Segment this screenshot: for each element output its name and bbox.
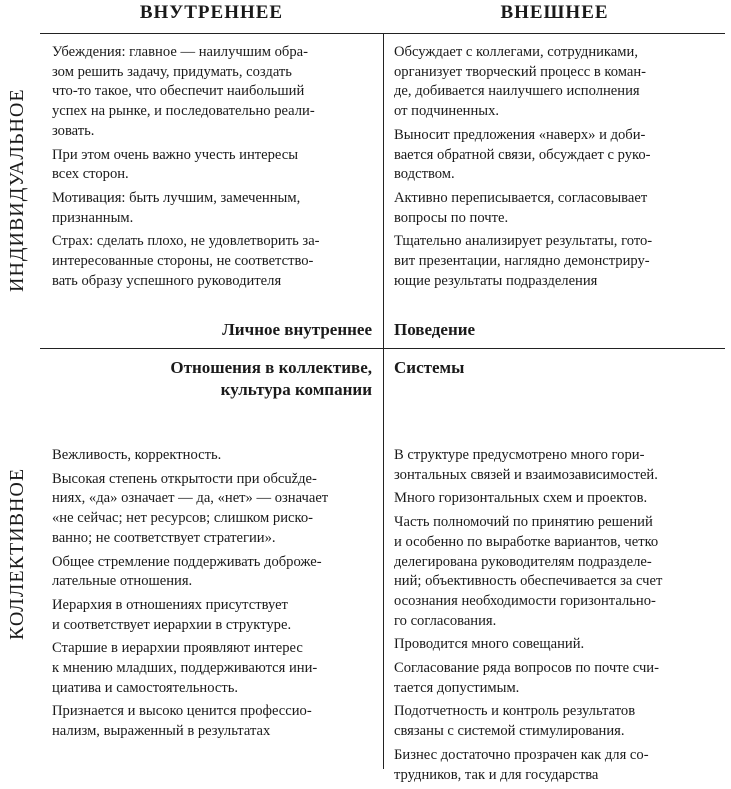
list-item: Общее стремление поддерживать доброже- лательные отношения.: [52, 553, 322, 590]
list-item: При этом очень важно учесть интересы всех сторон.: [52, 146, 299, 183]
header-external: ВНЕШНЕЕ: [500, 2, 609, 23]
list-item: Тщательно анализирует результаты, гото- вит презентации, наглядно демонстриру- ющие результаты подразделения: [394, 233, 653, 289]
side-label-collective: КОЛЛЕКТИВНОЕ: [6, 467, 28, 640]
list-item: Бизнес достаточно прозрачен как для со- трудников, так и для государства: [394, 746, 649, 783]
quadrant-title-culture: Отношения в коллективе, культура компании: [170, 358, 372, 399]
list-item: Высокая степень открытости при обсužде- ниях, «да» означает — да, «нет» — означает «не сейчас; нет ресурсов; слишком риско- ванно; не соответствует стратегии».: [52, 470, 329, 546]
list-item: Старшие в иерархии проявляют интерес к мнению младших, поддерживаются ини- циатива и самостоятельность.: [52, 640, 318, 696]
list-item: Мотивация: быть лучшим, замеченным, признанным.: [52, 189, 301, 226]
list-item: Проводится много совещаний.: [394, 636, 585, 653]
list-item: Активно переписывается, согласовывает вопросы по почте.: [394, 189, 648, 226]
list-item: Много горизонтальных схем и проектов.: [394, 490, 648, 507]
list-item: Подотчетность и контроль результатов связаны с системой стимулирования.: [394, 703, 636, 740]
list-item: Часть полномочий по принятию решений и особенно по выработке вариантов, четко делегирована руководителям подразделе- ний; объективность обеспечивается за счет осознания необходимости горизонтально- го согласования.: [394, 514, 663, 629]
side-label-individual: ИНДИВИДУАЛЬНОЕ: [6, 88, 28, 292]
quadrant-personal-internal: [52, 43, 380, 295]
quadrant-behavior: [394, 43, 724, 295]
center-divider: [383, 33, 384, 769]
quadrant-title-personal-internal: Личное внутреннее: [222, 320, 372, 339]
list-item: В структуре предусмотрено много гори- зонтальных связей и взаимозависимостей.: [394, 447, 658, 483]
list-item: Иерархия в отношениях присутствует и соответствует иерархии в структуре.: [52, 596, 292, 633]
list-item: Выносит предложения «наверх» и доби- вается обратной связи, обсуждает с руко- водством.: [394, 126, 651, 183]
list-item: Согласование ряда вопросов по почте счи- тается допустимым.: [394, 660, 659, 696]
quadrant-culture: [52, 446, 380, 746]
header-internal: ВНУТРЕННЕЕ: [139, 2, 284, 23]
quadrant-title-behavior: Поведение: [394, 320, 476, 339]
quadrant-systems: [394, 446, 724, 789]
list-item: Вежливость, корректность.: [52, 447, 222, 463]
list-item: Обсуждает с коллегами, сотрудниками, организует творческий процесс в коман- де, добивается наилучшего исполнения от подчиненных.: [394, 44, 647, 120]
list-item: Страх: сделать плохо, не удовлетворить за- интересованные стороны, не соответство- вать образу успешного руководителя: [52, 233, 320, 289]
list-item: Признается и высоко ценится профессио- нализм, выраженный в результатах: [52, 703, 312, 740]
list-item: Убеждения: главное — наилучшим обра- зом решить задачу, придумать, создать что-то такое, что обеспечит наибольший успех на рынке, и последовательно реали- зовать.: [52, 44, 315, 139]
quadrant-title-systems: Системы: [394, 358, 465, 377]
